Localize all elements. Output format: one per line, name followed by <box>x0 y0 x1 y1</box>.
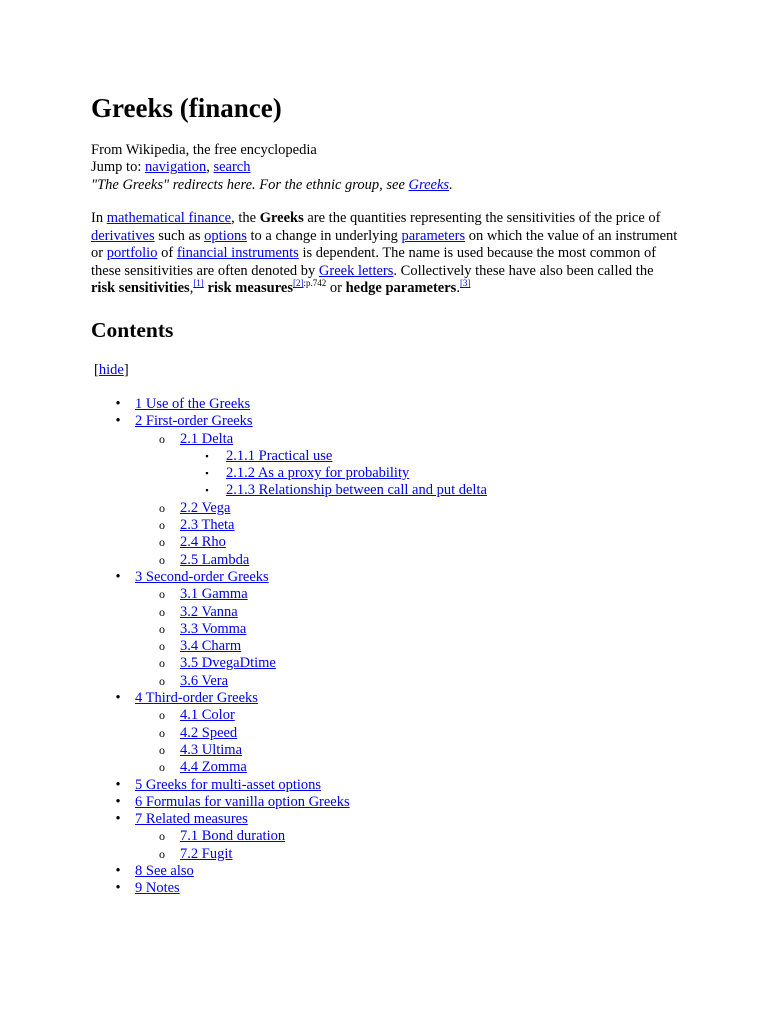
lead-paragraph <box>91 210 681 298</box>
toc-item <box>0 586 768 603</box>
lead-text: In <box>91 210 107 226</box>
toc-item <box>0 759 768 776</box>
toc-item <box>0 828 768 845</box>
lead-bold-risk-measures: risk measures <box>207 280 293 296</box>
redirect-hatnote <box>91 177 453 194</box>
reference-3-link[interactable]: [3] <box>459 278 471 288</box>
toc-item <box>0 777 768 794</box>
toc-item <box>0 794 768 811</box>
lead-text: . <box>456 280 460 296</box>
toggle-bracket-open: [ <box>94 362 99 378</box>
lead-text: , <box>189 280 194 296</box>
toc-bullet-icon: • <box>115 863 121 880</box>
toc-bullet-icon: o <box>159 535 165 550</box>
toc-bullet-icon: ▪ <box>205 468 209 479</box>
lead-text: is dependent. The name is used because the most common of these sensitivities are often denoted by <box>91 245 657 279</box>
lead-text: or <box>326 280 346 296</box>
toc-link[interactable]: 2.2 Vega <box>180 499 231 516</box>
jump-links <box>91 159 453 176</box>
lead-bold-greeks: Greeks <box>259 210 304 226</box>
toc-item <box>0 621 768 638</box>
toc-item <box>0 846 768 863</box>
toc-bullet-icon: o <box>159 621 165 636</box>
tagline: From Wikipedia, the free encyclopedia <box>91 142 317 158</box>
toc-link[interactable]: 2.1 Delta <box>180 430 234 447</box>
toc-bullet-icon: o <box>159 552 165 567</box>
toc-link[interactable]: 4.4 Zomma <box>180 759 247 776</box>
toc-item <box>0 482 768 499</box>
portfolio-link[interactable]: portfolio <box>106 245 158 261</box>
toc-item <box>0 396 768 413</box>
financial-instruments-link[interactable]: financial instruments <box>176 245 299 261</box>
greek-letters-link[interactable]: Greek letters <box>318 262 394 279</box>
toc-item <box>0 690 768 707</box>
toc-item <box>0 517 768 534</box>
navigation-link[interactable]: navigation <box>144 159 207 176</box>
toc-bullet-icon: • <box>115 776 121 793</box>
toc-bullet-icon: o <box>159 587 165 602</box>
toc-link[interactable]: 7.2 Fugit <box>180 845 233 862</box>
reference-1-link[interactable]: [1] <box>193 278 204 288</box>
reference-2-page: :p.742 <box>303 278 327 288</box>
greeks-ethnic-link[interactable]: Greeks <box>408 176 450 193</box>
toc-bullet-icon: o <box>159 656 165 671</box>
toc-item <box>0 552 768 569</box>
toc-item <box>0 448 768 465</box>
toc-item <box>0 534 768 551</box>
jump-prefix: Jump to: <box>91 159 145 176</box>
toc-item <box>0 465 768 482</box>
toggle-bracket-close: ] <box>123 362 129 378</box>
toc-link[interactable]: 2.1.2 As a proxy for probability <box>226 465 410 482</box>
toc-link[interactable]: 3.1 Gamma <box>180 586 248 603</box>
toc-bullet-icon: o <box>159 760 165 775</box>
lead-text: such as <box>154 227 205 244</box>
toc-item <box>0 655 768 672</box>
hide-toc-link[interactable]: hide <box>98 362 124 378</box>
toc-link[interactable]: 5 Greeks for multi-asset options <box>135 776 322 793</box>
toc-link[interactable]: 1 Use of the Greeks <box>135 396 251 412</box>
toc-item <box>0 500 768 517</box>
toc-link[interactable]: 3 Second-order Greeks <box>135 568 269 585</box>
toc-link[interactable]: 3.6 Vera <box>180 672 229 689</box>
toc-bullet-icon: o <box>159 639 165 654</box>
toc-link[interactable]: 2.3 Theta <box>180 517 235 534</box>
search-link[interactable]: search <box>213 159 251 176</box>
toc-item <box>0 811 768 828</box>
toc-link[interactable]: 2.1.1 Practical use <box>226 447 333 464</box>
toc-link[interactable]: 9 Notes <box>135 880 180 897</box>
toc-link[interactable]: 4.1 Color <box>180 707 235 724</box>
redirect-end: . <box>449 176 453 193</box>
redirect-text: "The Greeks" redirects here. For the ethnic group, see <box>91 176 409 193</box>
toc-bullet-icon: o <box>159 725 165 740</box>
page-title: Greeks (finance) <box>91 93 282 123</box>
toc-bullet-icon: • <box>115 690 121 707</box>
toc-toggle <box>94 362 129 379</box>
lead-text: . Collectively these have also been called the <box>393 262 654 279</box>
toc-bullet-icon: • <box>115 568 121 585</box>
toc-link[interactable]: 3.5 DvegaDtime <box>180 655 276 672</box>
toc-item <box>0 431 768 448</box>
contents-heading: Contents <box>91 318 174 342</box>
toc-bullet-icon: ▪ <box>205 450 209 461</box>
toc-link[interactable]: 6 Formulas for vanilla option Greeks <box>135 793 350 810</box>
parameters-link[interactable]: parameters <box>401 227 466 244</box>
toc-link[interactable]: 7 Related measures <box>135 811 248 828</box>
toc-link[interactable]: 2.1.3 Relationship between call and put delta <box>226 482 487 499</box>
toc-bullet-icon: o <box>159 829 165 844</box>
derivatives-link[interactable]: derivatives <box>91 227 155 244</box>
toc-bullet-icon: ▪ <box>205 485 209 496</box>
lead-text: , the <box>231 210 260 226</box>
toc-bullet-icon: o <box>159 604 165 619</box>
toc-bullet-icon: o <box>159 673 165 688</box>
lead-text: on which the value of an instrument or <box>91 227 678 261</box>
lead-text: are the quantities representing the sensitivities of the price of <box>303 210 661 226</box>
toc-link[interactable]: 4 Third-order Greeks <box>135 690 258 707</box>
toc-bullet-icon: o <box>159 518 165 533</box>
mathematical-finance-link[interactable]: mathematical finance <box>106 210 232 226</box>
toc-link[interactable]: 2.4 Rho <box>180 534 226 551</box>
page-meta <box>91 142 453 194</box>
toc-link[interactable]: 2.5 Lambda <box>180 551 250 568</box>
toc-bullet-icon: o <box>159 742 165 757</box>
toc-item <box>0 863 768 880</box>
toc-item <box>0 413 768 430</box>
toc-item <box>0 742 768 759</box>
table-of-contents <box>0 396 768 898</box>
toc-item <box>0 725 768 742</box>
toc-bullet-icon: o <box>159 431 165 446</box>
toc-link[interactable]: 3.4 Charm <box>180 638 242 655</box>
toc-bullet-icon: o <box>159 846 165 861</box>
toc-bullet-icon: • <box>115 880 121 897</box>
lead-bold-risk-sensitivities: risk sensitivities <box>91 280 190 296</box>
jump-separator: , <box>206 159 214 176</box>
toc-item <box>0 707 768 724</box>
toc-bullet-icon: • <box>115 793 121 810</box>
lead-text: to a change in underlying <box>246 227 402 244</box>
toc-bullet-icon: o <box>159 708 165 723</box>
toc-link[interactable]: 8 See also <box>135 863 194 880</box>
toc-item <box>0 604 768 621</box>
options-link[interactable]: options <box>204 227 247 244</box>
toc-link[interactable]: 2 First-order Greeks <box>135 413 253 430</box>
toc-item <box>0 673 768 690</box>
toc-item <box>0 880 768 897</box>
toc-bullet-icon: • <box>115 811 121 828</box>
toc-item <box>0 638 768 655</box>
toc-link[interactable]: 4.3 Ultima <box>180 741 243 758</box>
reference-2-link[interactable]: [2] <box>292 278 304 288</box>
lead-text: of <box>157 245 177 261</box>
toc-bullet-icon: • <box>115 396 121 412</box>
toc-link[interactable]: 4.2 Speed <box>180 724 238 741</box>
lead-bold-hedge-parameters: hedge parameters <box>345 280 457 296</box>
toc-item <box>0 569 768 586</box>
toc-link[interactable]: 3.3 Vomma <box>180 620 247 637</box>
toc-bullet-icon: o <box>159 500 165 515</box>
toc-link[interactable]: 7.1 Bond duration <box>180 828 286 845</box>
toc-bullet-icon: • <box>115 413 121 430</box>
toc-link[interactable]: 3.2 Vanna <box>180 603 238 620</box>
